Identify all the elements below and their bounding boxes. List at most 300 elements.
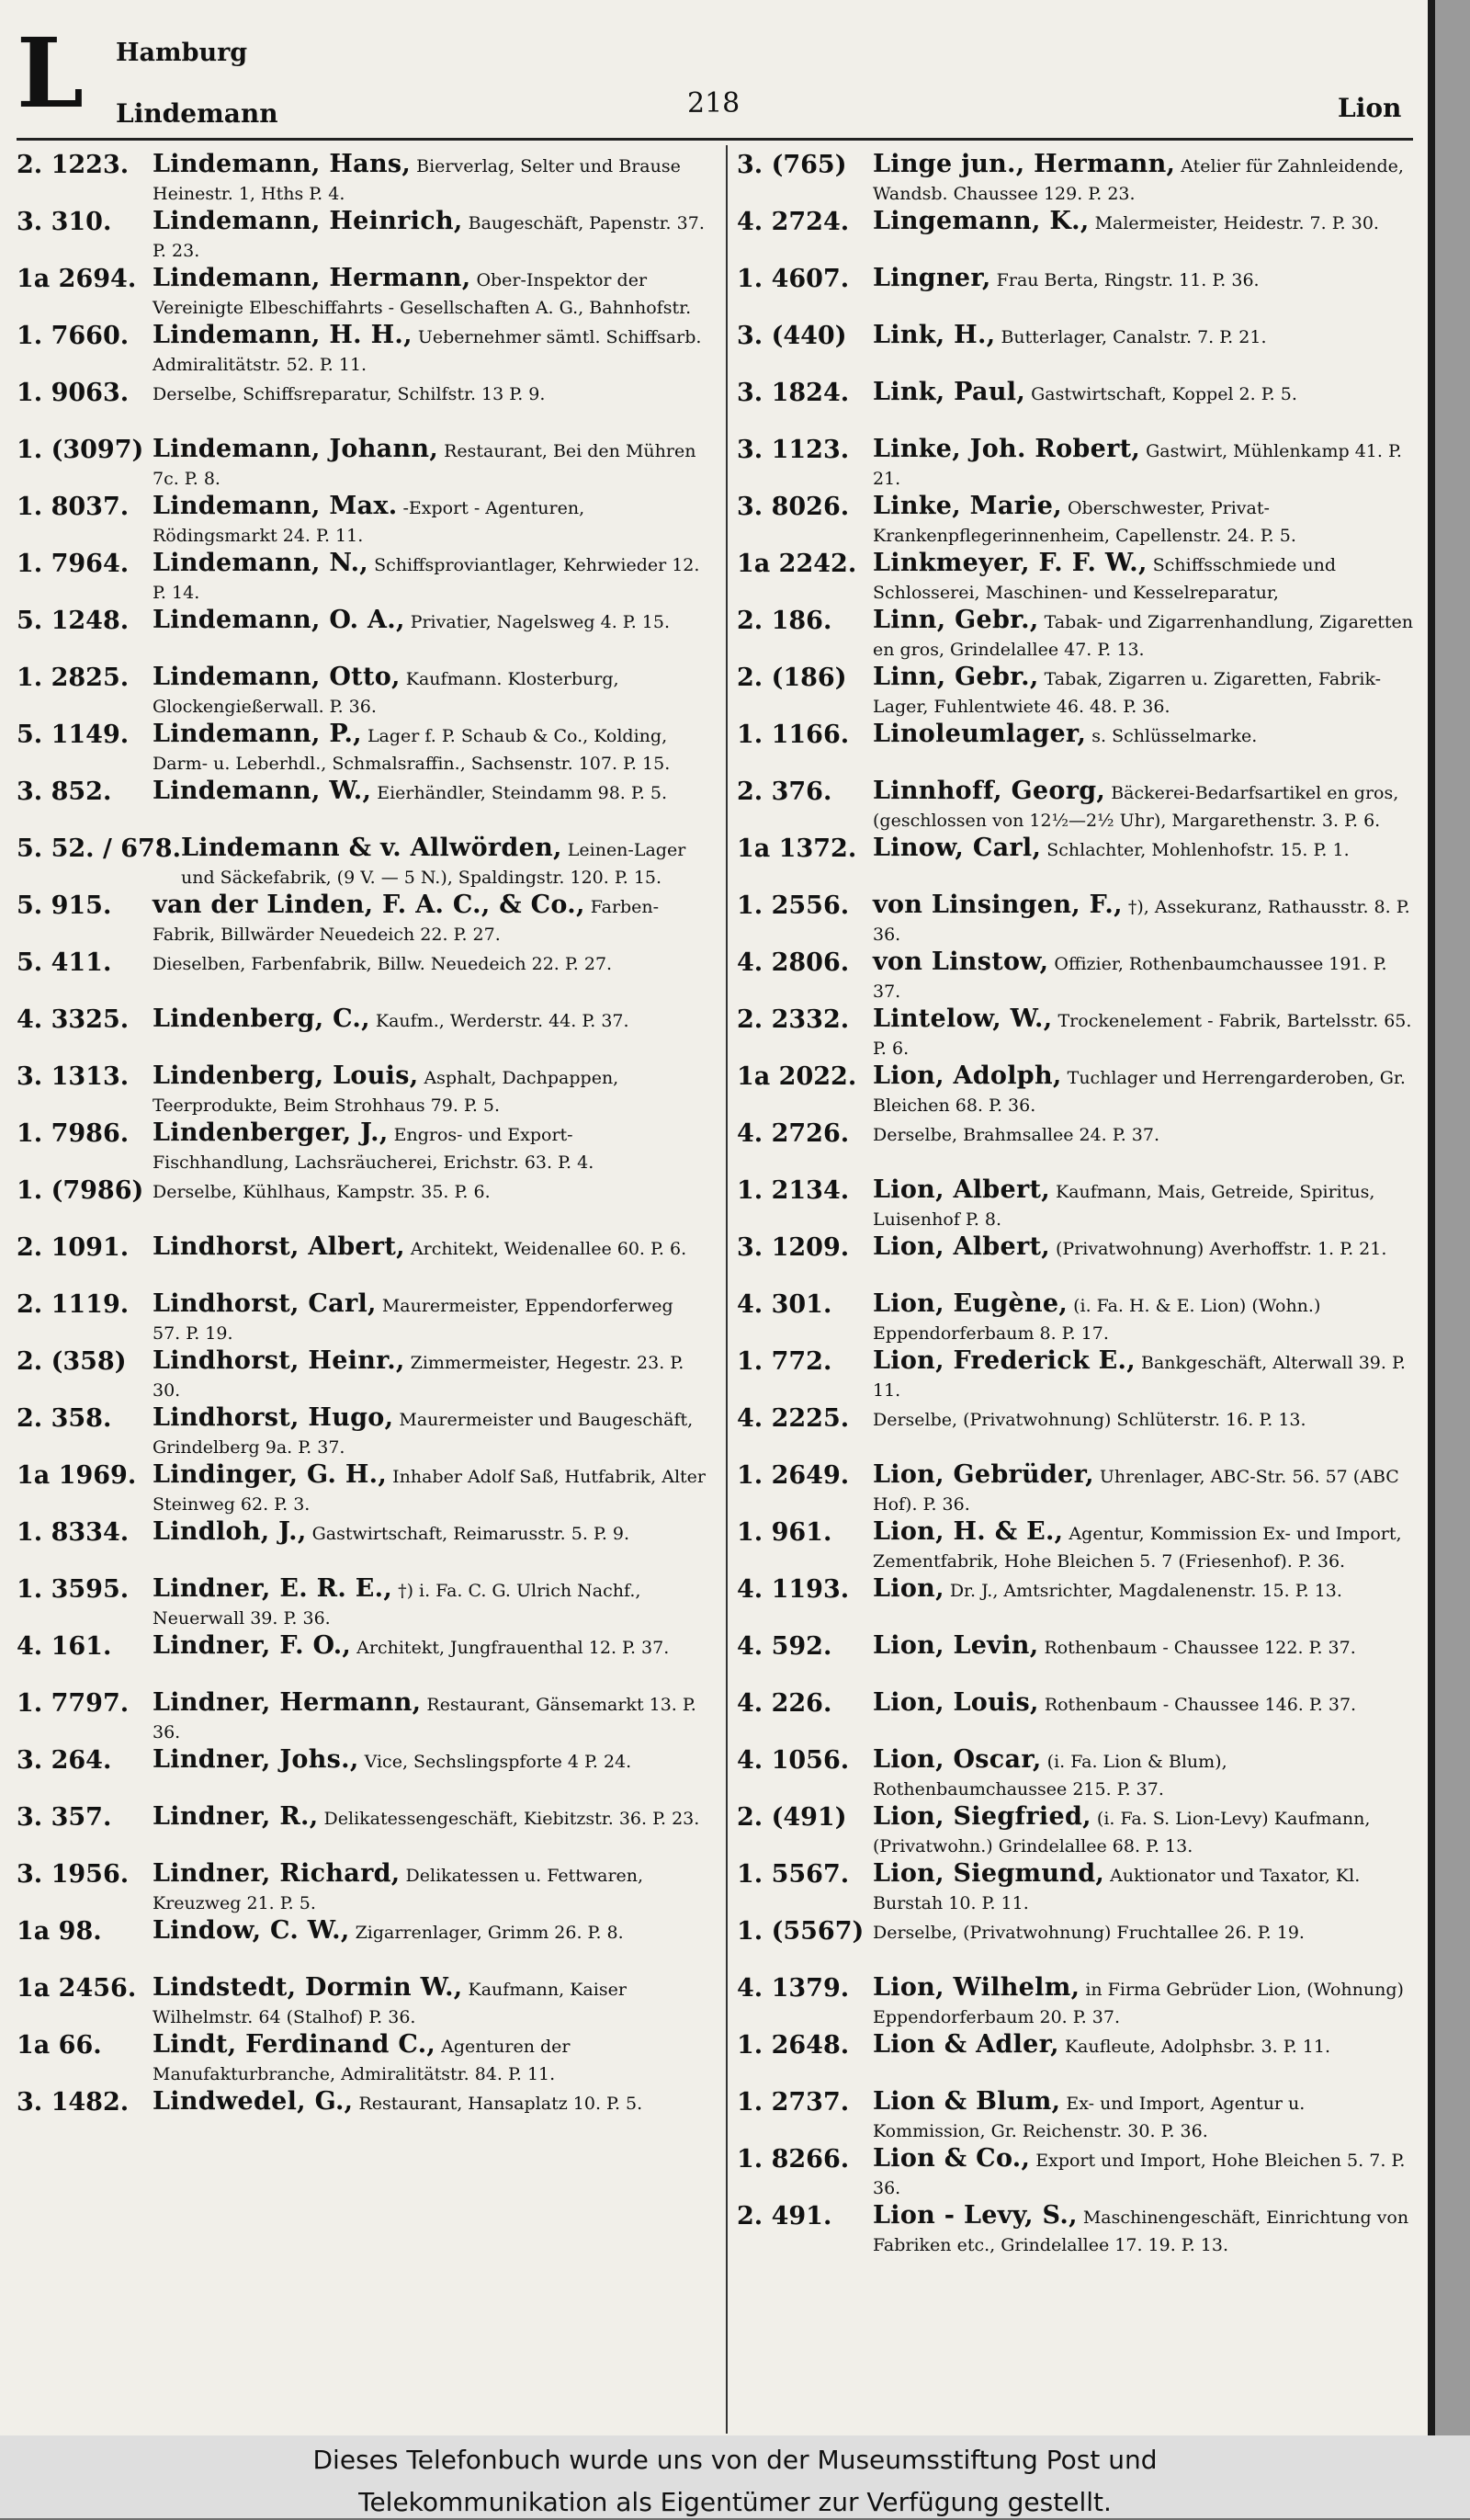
- phone-number: 1. 2737.: [737, 2088, 850, 2117]
- listing-entry: [737, 436, 1415, 493]
- listing-details: Restaurant, Gänsemarkt 13. P. 36.: [153, 1695, 696, 1742]
- listing-name: Lindner, Hermann,: [153, 1689, 422, 1717]
- listing-name: Lion, Frederick E.,: [873, 1347, 1136, 1375]
- listing-entry: [17, 493, 706, 550]
- listing-details: Tabak- und Zigarrenhandlung, Zigaretten en gros, Grindelallee 47. P. 13.: [873, 612, 1413, 660]
- listing-entry: [17, 891, 706, 948]
- listing-name: Linoleumlager,: [873, 721, 1087, 748]
- listing-name: Lindstedt, Dormin W.,: [153, 1974, 463, 2002]
- listing-entry: [737, 2088, 1415, 2145]
- listing-entry: [17, 1860, 706, 1917]
- listing-name: Lion & Adler,: [873, 2031, 1059, 2059]
- listing-text: [873, 778, 1415, 834]
- listing-text: [153, 436, 706, 493]
- listing-text: [873, 151, 1415, 208]
- listing-details: Bäckerei-Bedarfsartikel en gros, (geschlossen von 12½—2½ Uhr), Margarethenstr. 3. P. 6.: [873, 783, 1399, 831]
- listing-entry: [737, 1347, 1415, 1404]
- listing-entry: [17, 208, 706, 265]
- listing-name: Lion, Siegmund,: [873, 1860, 1105, 1888]
- listing-name: Lindemann, Hermann,: [153, 265, 471, 292]
- phone-number: 1. 2134.: [737, 1176, 850, 1205]
- listing-details: Baugeschäft, Papenstr. 37. P. 23.: [153, 213, 705, 261]
- listing-name: Lion, Eugène,: [873, 1290, 1069, 1318]
- listing-entry: [17, 834, 706, 891]
- listing-details: Oberschwester, Privat-Krankenpflegerinnenheim, Capellenstr. 24. P. 5.: [873, 498, 1296, 546]
- listing-text: [873, 1404, 1415, 1434]
- listing-text: [873, 721, 1415, 750]
- header-first-entry: Lindemann: [116, 98, 278, 129]
- listing-entry: [737, 948, 1415, 1005]
- listing-details: (i. Fa. Lion & Blum), Rothenbaumchaussee 215. P. 37.: [873, 1752, 1227, 1799]
- listing-entry: [17, 1632, 706, 1689]
- listing-entry: [17, 151, 706, 208]
- listing-entry: [737, 2202, 1415, 2259]
- listing-text: [873, 1632, 1415, 1662]
- listing-entry: [737, 1974, 1415, 2031]
- phone-number: 3. 310.: [17, 208, 112, 236]
- phone-number: 1. 9063.: [17, 379, 130, 407]
- phone-number: 3. (440): [737, 322, 847, 350]
- listing-name: Lion & Blum,: [873, 2088, 1061, 2116]
- listing-text: [153, 664, 706, 721]
- phone-number: 1. 7797.: [17, 1689, 130, 1718]
- phone-number: 1a 66.: [17, 2031, 102, 2060]
- listing-entry: [17, 1119, 706, 1176]
- listing-details: Gastwirt, Mühlenkamp 41. P. 21.: [873, 441, 1402, 489]
- listing-details: Atelier für Zahnleidende, Wandsb. Chaussee 129. P. 23.: [873, 156, 1404, 204]
- listing-name: Lion, Siegfried,: [873, 1803, 1091, 1831]
- listing-text: [153, 151, 706, 208]
- phone-number: 4. 2225.: [737, 1404, 850, 1433]
- listing-details: (Privatwohnung) Averhoffstr. 1. P. 21.: [1056, 1239, 1387, 1259]
- listing-text: [153, 2031, 706, 2088]
- footer-line-2: Telekommunikation als Eigentümer zur Verfügung gestellt.: [358, 2487, 1112, 2517]
- phone-number: 4. 2724.: [737, 208, 850, 236]
- phone-number: 1. 2556.: [737, 891, 850, 920]
- listing-details: Schiffsschmiede und Schlosserei, Maschinen- und Kesselreparatur,: [873, 555, 1337, 603]
- listing-name: von Linsingen, F.,: [873, 891, 1123, 919]
- listing-details: Rothenbaum - Chaussee 122. P. 37.: [1044, 1638, 1356, 1658]
- listing-text: [181, 834, 706, 891]
- listing-entry: [737, 664, 1415, 721]
- listing-entry: [737, 1632, 1415, 1689]
- listing-details: (i. Fa. H. & E. Lion) (Wohn.) Eppendorferbaum 8. P. 17.: [873, 1296, 1321, 1344]
- listing-details: Gastwirtschaft, Koppel 2. P. 5.: [1031, 384, 1297, 404]
- listing-name: Linge jun., Hermann,: [873, 151, 1176, 178]
- listing-details: Eierhändler, Steindamm 98. P. 5.: [377, 783, 668, 803]
- listing-name: Lindow, C. W.,: [153, 1917, 350, 1945]
- listing-entry: [737, 1233, 1415, 1290]
- phone-number: 1a 1372.: [737, 834, 857, 863]
- listing-name: Lion, Wilhelm,: [873, 1974, 1080, 2002]
- listing-text: [873, 1803, 1415, 1860]
- listing-text: [873, 2088, 1415, 2145]
- phone-number: 1a 2242.: [737, 550, 857, 578]
- listing-name: Lindemann, P.,: [153, 721, 362, 748]
- listing-entry: [737, 1005, 1415, 1062]
- listing-entry: [17, 1233, 706, 1290]
- listing-text: [153, 379, 706, 408]
- listing-text: [873, 493, 1415, 550]
- listing-name: Lindt, Ferdinand C.,: [153, 2031, 436, 2059]
- phone-number: 1. 2825.: [17, 664, 130, 692]
- listing-details: Zigarrenlager, Grimm 26. P. 8.: [355, 1923, 624, 1943]
- listing-details: Derselbe, (Privatwohnung) Schlüterstr. 16. P. 13.: [873, 1410, 1306, 1430]
- listing-name: Lindenberger, J.,: [153, 1119, 389, 1147]
- listing-text: [873, 436, 1415, 493]
- phone-number: 1. 2648.: [737, 2031, 850, 2060]
- listing-details: Derselbe, Brahmsallee 24. P. 37.: [873, 1125, 1159, 1145]
- phone-number: 2. 1223.: [17, 151, 130, 179]
- listing-entry: [17, 1917, 706, 1974]
- listing-entry: [737, 265, 1415, 322]
- listing-name: Lion, Louis,: [873, 1689, 1039, 1717]
- phone-number: 2. (358): [17, 1347, 127, 1376]
- listing-text: [153, 1860, 706, 1917]
- book-spine: [1428, 0, 1470, 2435]
- listing-entry: [17, 1290, 706, 1347]
- listing-text: [873, 1917, 1415, 1947]
- listing-name: Lindemann, O. A.,: [153, 607, 405, 634]
- phone-number: 3. 1123.: [737, 436, 850, 464]
- phone-number: 3. 8026.: [737, 493, 850, 521]
- phone-number: 1a 2022.: [737, 1062, 857, 1091]
- listing-details: Frau Berta, Ringstr. 11. P. 36.: [996, 270, 1260, 290]
- footer-note: [0, 2435, 1470, 2518]
- listing-text: [873, 1062, 1415, 1119]
- listing-text: [153, 778, 706, 807]
- phone-number: 1. 772.: [737, 1347, 832, 1376]
- phone-number: 5. 1149.: [17, 721, 130, 749]
- listing-text: [153, 891, 706, 948]
- listing-details: Uebernehmer sämtl. Schiffsarb. Admiralitätstr. 52. P. 11.: [153, 327, 702, 375]
- listing-text: [873, 550, 1415, 607]
- listing-details: in Firma Gebrüder Lion, (Wohnung) Eppendorferbaum 20. P. 37.: [873, 1980, 1404, 2027]
- listing-details: Agentur, Kommission Ex- und Import, Zementfabrik, Hohe Bleichen 5. 7 (Friesenhof). P. 36.: [873, 1524, 1402, 1572]
- listing-text: [873, 607, 1415, 664]
- listing-text: [873, 1233, 1415, 1263]
- listing-name: Linow, Carl,: [873, 834, 1042, 862]
- phone-number: 2. 186.: [737, 607, 832, 635]
- listing-details: Agenturen der Manufakturbranche, Admiralitätstr. 84. P. 11.: [153, 2037, 571, 2084]
- listing-entry: [737, 550, 1415, 607]
- listing-name: Lindner, Johs.,: [153, 1746, 359, 1774]
- listing-text: [153, 322, 706, 379]
- listing-text: [153, 607, 706, 636]
- listing-entry: [17, 1347, 706, 1404]
- phone-number: 2. 376.: [737, 778, 832, 806]
- listing-details: Maschinengeschäft, Einrichtung von Fabriken etc., Grindelallee 17. 19. P. 13.: [873, 2208, 1409, 2255]
- listing-entry: [737, 1461, 1415, 1518]
- listing-name: Linn, Gebr.,: [873, 664, 1039, 691]
- listing-name: Lingemann, K.,: [873, 208, 1090, 235]
- listing-details: Tabak, Zigarren u. Zigaretten, Fabrik-Lager, Fuhlentwiete 46. 48. P. 36.: [873, 669, 1382, 717]
- listing-entry: [737, 1518, 1415, 1575]
- phone-number: 2. 358.: [17, 1404, 112, 1433]
- listing-name: Linnhoff, Georg,: [873, 778, 1106, 805]
- listing-entry: [17, 1005, 706, 1062]
- listing-entry: [737, 2031, 1415, 2088]
- listing-details: Tuchlager und Herrengarderoben, Gr. Bleichen 68. P. 36.: [873, 1068, 1406, 1116]
- listing-details: †) i. Fa. C. G. Ulrich Nachf., Neuerwall 39. P. 36.: [153, 1581, 641, 1629]
- listing-text: [153, 1689, 706, 1746]
- phone-number: 1. 4607.: [737, 265, 850, 293]
- listing-details: Kaufmann, Kaiser Wilhelmstr. 64 (Stalhof) P. 36.: [153, 1980, 627, 2027]
- listing-details: Lager f. P. Schaub & Co., Kolding, Darm- u. Leberhdl., Schmalsraffin., Sachsenstr. 107. P. 15.: [153, 726, 671, 774]
- phone-number: 1. (7986): [17, 1176, 144, 1205]
- listing-text: [873, 1119, 1415, 1149]
- phone-number: 2. 1091.: [17, 1233, 130, 1262]
- listing-text: [873, 1689, 1415, 1719]
- phone-number: 3. (765): [737, 151, 847, 179]
- listing-entry: [17, 1461, 706, 1518]
- listing-text: [153, 721, 706, 778]
- listing-text: [153, 1119, 706, 1176]
- listing-entry: [737, 208, 1415, 265]
- listing-name: Lindemann, Otto,: [153, 664, 401, 691]
- listing-name: Lindemann & v. Allwörden,: [180, 834, 562, 862]
- listing-entry: [17, 721, 706, 778]
- listing-details: Derselbe, Schiffsreparatur, Schilfstr. 13 P. 9.: [153, 384, 546, 404]
- listing-entry: [17, 1746, 706, 1803]
- listing-details: s. Schlüsselmarke.: [1091, 726, 1258, 746]
- listing-details: Architekt, Weidenallee 60. P. 6.: [410, 1239, 687, 1259]
- phone-number: 3. 1482.: [17, 2088, 130, 2117]
- listing-details: Kaufm., Werderstr. 44. P. 37.: [375, 1011, 629, 1031]
- listing-name: Linke, Joh. Robert,: [873, 436, 1141, 463]
- listing-entry: [17, 322, 706, 379]
- listing-entry: [17, 1518, 706, 1575]
- phone-number: 4. 1379.: [737, 1974, 850, 2003]
- listing-text: [153, 265, 706, 322]
- phone-number: 4. 2806.: [737, 948, 850, 977]
- phone-number: 1a 98.: [17, 1917, 102, 1946]
- listing-name: Lindwedel, G.,: [153, 2088, 354, 2116]
- listing-text: [153, 550, 706, 607]
- footer-line-1: Dieses Telefonbuch wurde uns von der Museumsstiftung Post und: [312, 2445, 1158, 2475]
- listing-entry: [17, 1974, 706, 2031]
- listing-entry: [17, 778, 706, 834]
- listing-entry: [17, 2031, 706, 2088]
- phone-number: 4. 592.: [737, 1632, 832, 1661]
- listing-entry: [737, 1404, 1415, 1461]
- phone-number: 1a 1969.: [17, 1461, 137, 1490]
- phone-number: 1a 2694.: [17, 265, 137, 293]
- listing-details: Gastwirtschaft, Reimarusstr. 5. P. 9.: [311, 1524, 630, 1544]
- listing-entry: [737, 721, 1415, 778]
- listing-details: Delikatessengeschäft, Kiebitzstr. 36. P. 23.: [323, 1809, 700, 1829]
- listing-entry: [17, 379, 706, 436]
- listing-entry: [737, 607, 1415, 664]
- listing-name: Lindemann, Hans,: [153, 151, 412, 178]
- listing-details: Kaufmann, Mais, Getreide, Spiritus, Luisenhof P. 8.: [873, 1182, 1375, 1230]
- listing-name: Lindenberg, C.,: [153, 1005, 370, 1033]
- listing-entry: [737, 1689, 1415, 1746]
- listing-details: Derselbe, Kühlhaus, Kampstr. 35. P. 6.: [153, 1182, 491, 1202]
- phone-number: 2. 491.: [737, 2202, 832, 2231]
- phone-number: 1. 5567.: [737, 1860, 850, 1889]
- listing-entry: [17, 1404, 706, 1461]
- listing-details: Malermeister, Heidestr. 7. P. 30.: [1094, 213, 1379, 233]
- phone-number: 5. 411.: [17, 948, 112, 977]
- listing-name: Lindhorst, Albert,: [153, 1233, 405, 1261]
- listing-text: [873, 1974, 1415, 2031]
- right-column: [737, 151, 1415, 2430]
- listing-text: [153, 1290, 706, 1347]
- listing-text: [873, 1290, 1415, 1347]
- listing-entry: [17, 607, 706, 664]
- listing-name: Linkmeyer, F. F. W.,: [873, 550, 1148, 577]
- listing-text: [153, 1347, 706, 1404]
- listing-details: Engros- und Export-Fischhandlung, Lachsräucherei, Erichstr. 63. P. 4.: [153, 1125, 594, 1173]
- listing-name: Lion, H. & E.,: [873, 1518, 1064, 1546]
- listing-entry: [737, 1917, 1415, 1974]
- listing-name: Link, Paul,: [873, 379, 1026, 406]
- listing-details: Schlachter, Mohlenhofstr. 15. P. 1.: [1046, 840, 1350, 860]
- phone-number: 1. 2649.: [737, 1461, 850, 1490]
- listing-entry: [17, 1803, 706, 1860]
- listing-name: Linke, Marie,: [873, 493, 1062, 520]
- listing-entry: [17, 1575, 706, 1632]
- listing-text: [153, 1518, 706, 1548]
- listing-text: [153, 493, 706, 550]
- phone-number: 4. 1193.: [737, 1575, 850, 1604]
- listing-name: Lion,: [873, 1575, 944, 1603]
- listing-details: Export und Import, Hohe Bleichen 5. 7. P. 36.: [873, 2151, 1406, 2198]
- left-column: [17, 151, 706, 2430]
- listing-text: [873, 1461, 1415, 1518]
- listing-text: [153, 2088, 706, 2117]
- listing-text: [153, 1176, 706, 1206]
- listing-details: Restaurant, Bei den Mühren 7c. P. 8.: [153, 441, 696, 489]
- phone-number: 3. 357.: [17, 1803, 112, 1832]
- listing-details: -Export - Agenturen, Rödingsmarkt 24. P. 11.: [153, 498, 585, 546]
- listing-details: Schiffsproviantlager, Kehrwieder 12. P. 14.: [153, 555, 700, 603]
- listing-text: [153, 1062, 706, 1119]
- phone-number: 2. (186): [737, 664, 847, 692]
- listing-details: Architekt, Jungfrauenthal 12. P. 37.: [356, 1638, 670, 1658]
- listing-text: [873, 2145, 1415, 2202]
- phone-number: 1. (3097): [17, 436, 144, 464]
- phone-number: 1. 1166.: [737, 721, 850, 749]
- listing-details: Derselbe, (Privatwohnung) Fruchtallee 26. P. 19.: [873, 1923, 1305, 1943]
- listing-details: Privatier, Nagelsweg 4. P. 15.: [410, 612, 671, 632]
- page-header: [0, 0, 1428, 138]
- listing-name: Lindner, E. R. E.,: [153, 1575, 393, 1603]
- phone-number: 1. 8037.: [17, 493, 130, 521]
- listing-details: Uhrenlager, ABC-Str. 56. 57 (ABC Hof). P. 36.: [873, 1467, 1399, 1515]
- listing-details: Butterlager, Canalstr. 7. P. 21.: [1001, 327, 1267, 347]
- listing-details: Zimmermeister, Hegestr. 23. P. 30.: [153, 1353, 684, 1401]
- listing-details: Offizier, Rothenbaumchaussee 191. P. 37.: [873, 954, 1387, 1002]
- column-divider: [726, 145, 728, 2434]
- listing-entry: [17, 265, 706, 322]
- section-letter: L: [17, 17, 85, 130]
- listing-entry: [737, 1746, 1415, 1803]
- listing-text: [153, 1917, 706, 1947]
- phone-number: 3. 1209.: [737, 1233, 850, 1262]
- phone-number: 2. (491): [737, 1803, 847, 1832]
- listing-name: Lindinger, G. H.,: [153, 1461, 388, 1489]
- listing-entry: [737, 1803, 1415, 1860]
- listing-entry: [737, 778, 1415, 834]
- listing-name: Lion, Albert,: [873, 1176, 1050, 1204]
- listing-text: [873, 265, 1415, 294]
- listing-details: Leinen-Lager und Säckefabrik, (9 V. — 5 N.), Spaldingstr. 120. P. 15.: [180, 840, 686, 888]
- phone-number: 4. 1056.: [737, 1746, 850, 1775]
- listing-text: [153, 1461, 706, 1518]
- listing-text: [153, 1632, 706, 1662]
- listing-text: [153, 1575, 706, 1632]
- listing-entry: [17, 1689, 706, 1746]
- phone-number: 4. 301.: [737, 1290, 832, 1319]
- listing-name: Lindenberg, Louis,: [153, 1062, 419, 1090]
- listing-text: [153, 1005, 706, 1035]
- phone-number: 1. 7964.: [17, 550, 130, 578]
- listing-text: [873, 379, 1415, 408]
- listing-name: Lion, Levin,: [873, 1632, 1039, 1660]
- listing-name: Lindhorst, Carl,: [153, 1290, 377, 1318]
- listing-entry: [737, 834, 1415, 891]
- header-city: Hamburg: [116, 39, 248, 67]
- listing-entry: [737, 2145, 1415, 2202]
- listing-name: Lindemann, Max.: [153, 493, 398, 520]
- listing-details: Asphalt, Dachpappen, Teerprodukte, Beim Strohhaus 79. P. 5.: [153, 1068, 619, 1116]
- listing-entry: [737, 151, 1415, 208]
- listing-details: Kaufleute, Adolphsbr. 3. P. 11.: [1064, 2037, 1330, 2057]
- listing-text: [873, 1575, 1415, 1605]
- listing-entry: [737, 1062, 1415, 1119]
- listing-text: [153, 948, 706, 978]
- listing-text: [873, 1347, 1415, 1404]
- phone-number: 1. 3595.: [17, 1575, 130, 1604]
- listing-name: Lindner, F. O.,: [153, 1632, 352, 1660]
- listing-entry: [737, 1575, 1415, 1632]
- listing-text: [153, 1803, 706, 1833]
- phone-number: 3. 1824.: [737, 379, 850, 407]
- listing-details: Ober-Inspektor der Vereinigte Elbeschiffahrts - Gesellschaften A. G., Bahnhofstr.: [153, 270, 692, 318]
- listing-entry: [737, 891, 1415, 948]
- listing-details: †), Assekuranz, Rathausstr. 8. P. 36.: [873, 897, 1410, 945]
- listing-name: Lion, Albert,: [873, 1233, 1050, 1261]
- phone-number: 4. 2726.: [737, 1119, 850, 1148]
- listing-entry: [737, 1119, 1415, 1176]
- listing-name: Lindemann, H. H.,: [153, 322, 413, 349]
- listing-details: Vice, Sechslingspforte 4 P. 24.: [364, 1752, 632, 1772]
- listing-details: Kaufmann. Klosterburg, Glockengießerwall. P. 36.: [153, 669, 619, 717]
- listing-details: Inhaber Adolf Saß, Hutfabrik, Alter Steinweg 62. P. 3.: [153, 1467, 706, 1515]
- listing-entry: [737, 322, 1415, 379]
- listing-text: [873, 1518, 1415, 1575]
- listing-entry: [737, 379, 1415, 436]
- listing-name: Lion, Gebrüder,: [873, 1461, 1094, 1489]
- listing-text: [873, 948, 1415, 1005]
- phone-number: 4. 3325.: [17, 1005, 130, 1034]
- phone-number: 3. 852.: [17, 778, 112, 806]
- listing-name: Lindner, R.,: [153, 1803, 319, 1831]
- listing-details: Maurermeister, Eppendorferweg 57. P. 19.: [153, 1296, 673, 1344]
- listing-text: [873, 1746, 1415, 1803]
- listing-details: Trockenelement - Fabrik, Bartelsstr. 65. P. 6.: [873, 1011, 1412, 1059]
- listing-name: Lindloh, J.,: [153, 1518, 307, 1546]
- listing-details: Bankgeschäft, Alterwall 39. P. 11.: [873, 1353, 1406, 1401]
- header-rule: [17, 138, 1413, 141]
- listing-name: Lindemann, W.,: [153, 778, 372, 805]
- phone-number: 5. 915.: [17, 891, 112, 920]
- phone-number: 5. 1248.: [17, 607, 130, 635]
- listing-details: Dieselben, Farbenfabrik, Billw. Neuedeich 22. P. 27.: [153, 954, 613, 974]
- listing-text: [873, 208, 1415, 237]
